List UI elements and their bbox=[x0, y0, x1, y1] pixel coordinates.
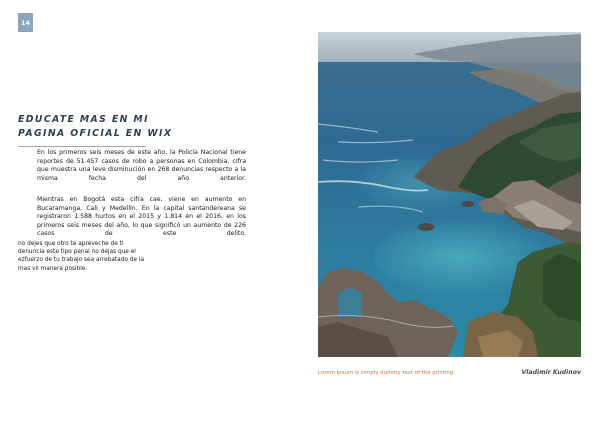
page-number-badge bbox=[18, 13, 33, 32]
photo-author: Vladimir Kudinov bbox=[521, 369, 581, 376]
photo-caption: Lorem Ipsum is simply dummy text of the printing bbox=[318, 370, 454, 376]
article-heading: EDUCATE MAS EN MI PAGINA OFICIAL EN WIX bbox=[18, 114, 173, 139]
article-paragraph-1: En los primeros seis meses de este año, la Policía Nacional tiene reportes de 51.457 casos de robo a personas en Colombia, cifra que muestra una leve disminución en 268 denuncias respecto a la misma fecha del año anterior. bbox=[37, 149, 246, 182]
coastline-photo bbox=[318, 32, 581, 357]
page-number: 14 bbox=[20, 18, 31, 27]
article-paragraph-2: Mientras en Bogotá esta cifra cae, viene en aumento en Bucaramanga, Cali y Medellín. En la capital santandereana se registraron 1.588 hurtos en el 2015 y 1.814 en el 2016, en los primeros seis meses del año, lo que significó un aumento de 226 casos de este delito. bbox=[37, 196, 246, 237]
aside-note: no dejes que otro te apreveche de ti denuncia este tipo penal no dejas que el ezfuerzo de tu trabajo sea arrebatado de la mas vil manera posible. bbox=[18, 241, 145, 272]
heading-divider bbox=[18, 146, 146, 147]
